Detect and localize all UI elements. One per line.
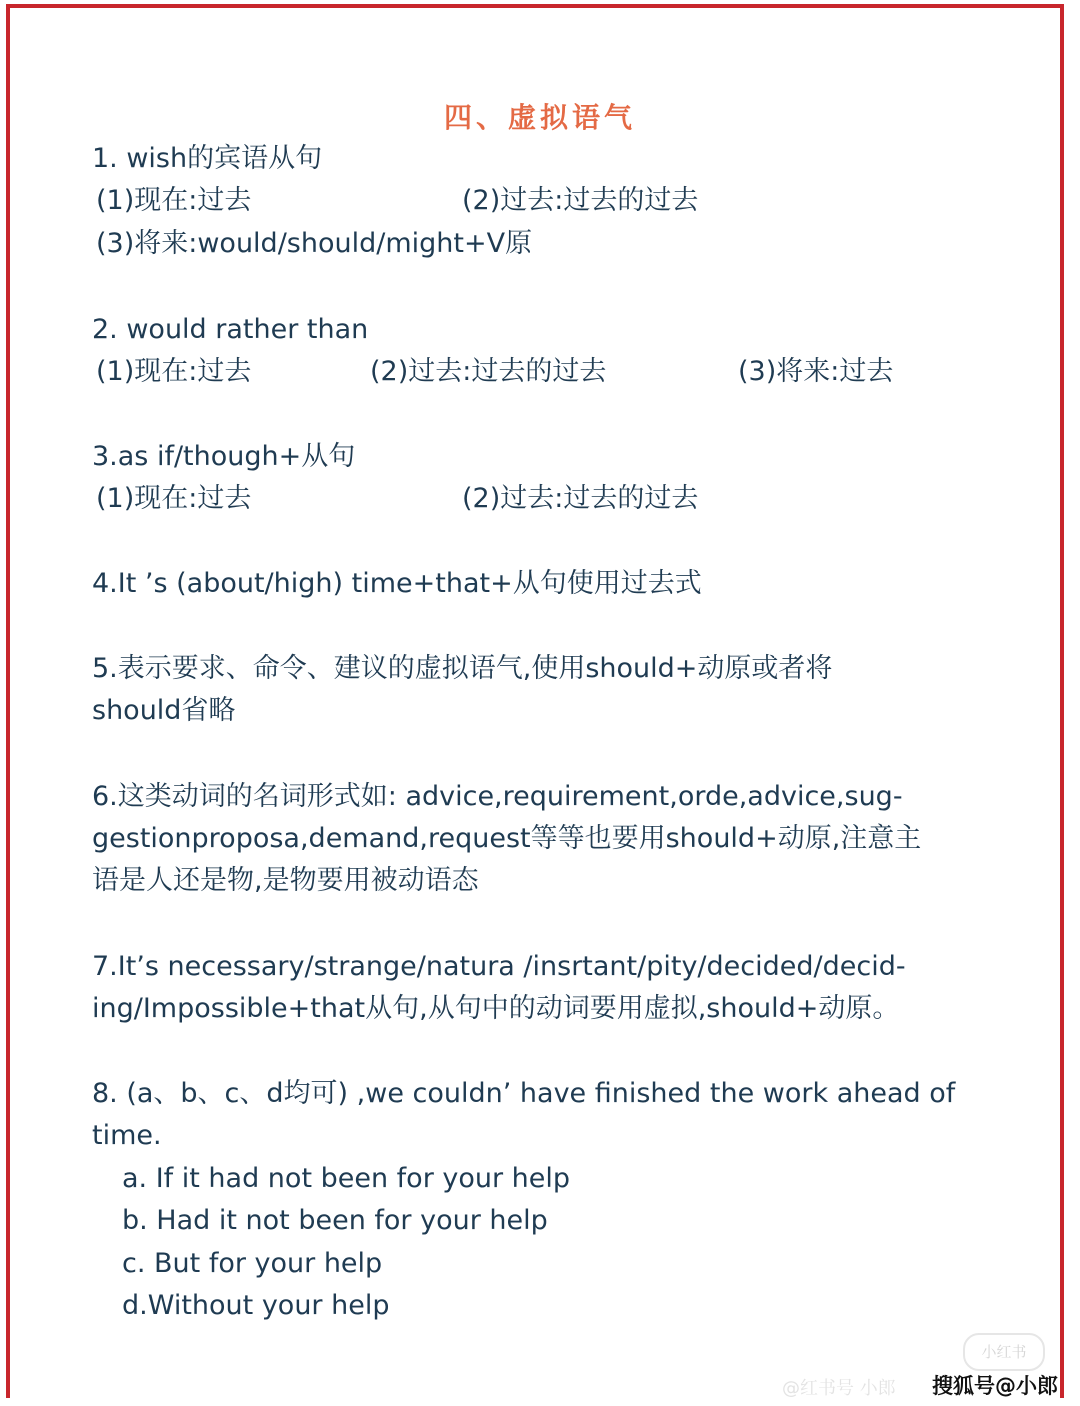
section-5-line-1: 5.表示要求、命令、建议的虚拟语气,使用should+动原或者将 <box>92 653 833 684</box>
section-8-line-1: 8. (a、b、c、d均可) ,we couldn’ have finished the work ahead of <box>92 1078 956 1109</box>
section-2-heading: 2. would rather than <box>92 314 369 345</box>
sohu-watermark: 搜狐号@小郎 <box>932 1374 1058 1398</box>
xiaohongshu-watermark-logo: 小红书 <box>963 1333 1045 1371</box>
section-3-item-1: (1)现在:过去 <box>96 483 252 514</box>
section-2-item-2: (2)过去:过去的过去 <box>370 356 607 387</box>
section-1-heading: 1. wish的宾语从句 <box>92 143 323 174</box>
section-3-heading: 3.as if/though+从句 <box>92 441 356 472</box>
section-3-item-2: (2)过去:过去的过去 <box>462 483 699 514</box>
section-7-line-1: 7.It’s necessary/strange/natura /insrtant/pity/decided/decid- <box>92 951 906 982</box>
section-8-option-c: c. But for your help <box>122 1248 383 1279</box>
section-6-line-2: gestionproposa,demand,request等等也要用should+动原,注意主 <box>92 823 922 854</box>
section-6-line-1: 6.这类动词的名词形式如: advice,requirement,orde,advice,sug- <box>92 781 903 812</box>
section-5-line-2: should省略 <box>92 695 236 726</box>
section-1-item-2: (2)过去:过去的过去 <box>462 185 699 216</box>
section-4-text: 4.It ’s (about/high) time+that+从句使用过去式 <box>92 568 702 599</box>
section-6-line-3: 语是人还是物,是物要用被动语态 <box>92 865 479 896</box>
section-1-item-3: (3)将来:would/should/might+V原 <box>96 228 533 259</box>
section-7-line-2: ing/Impossible+that从句,从句中的动词要用虚拟,should+动原。 <box>92 993 900 1024</box>
section-1-item-1: (1)现在:过去 <box>96 185 252 216</box>
section-8-line-2: time. <box>92 1120 162 1151</box>
section-2-item-1: (1)现在:过去 <box>96 356 252 387</box>
section-2-item-3: (3)将来:过去 <box>738 356 894 387</box>
page-title: 四、虚拟语气 <box>443 101 636 134</box>
section-8-option-a: a. If it had not been for your help <box>122 1163 571 1194</box>
section-8-option-b: b. Had it not been for your help <box>122 1205 548 1236</box>
faint-watermark-text: @红书号 小郎 <box>782 1378 896 1399</box>
section-8-option-d: d.Without your help <box>122 1290 390 1321</box>
